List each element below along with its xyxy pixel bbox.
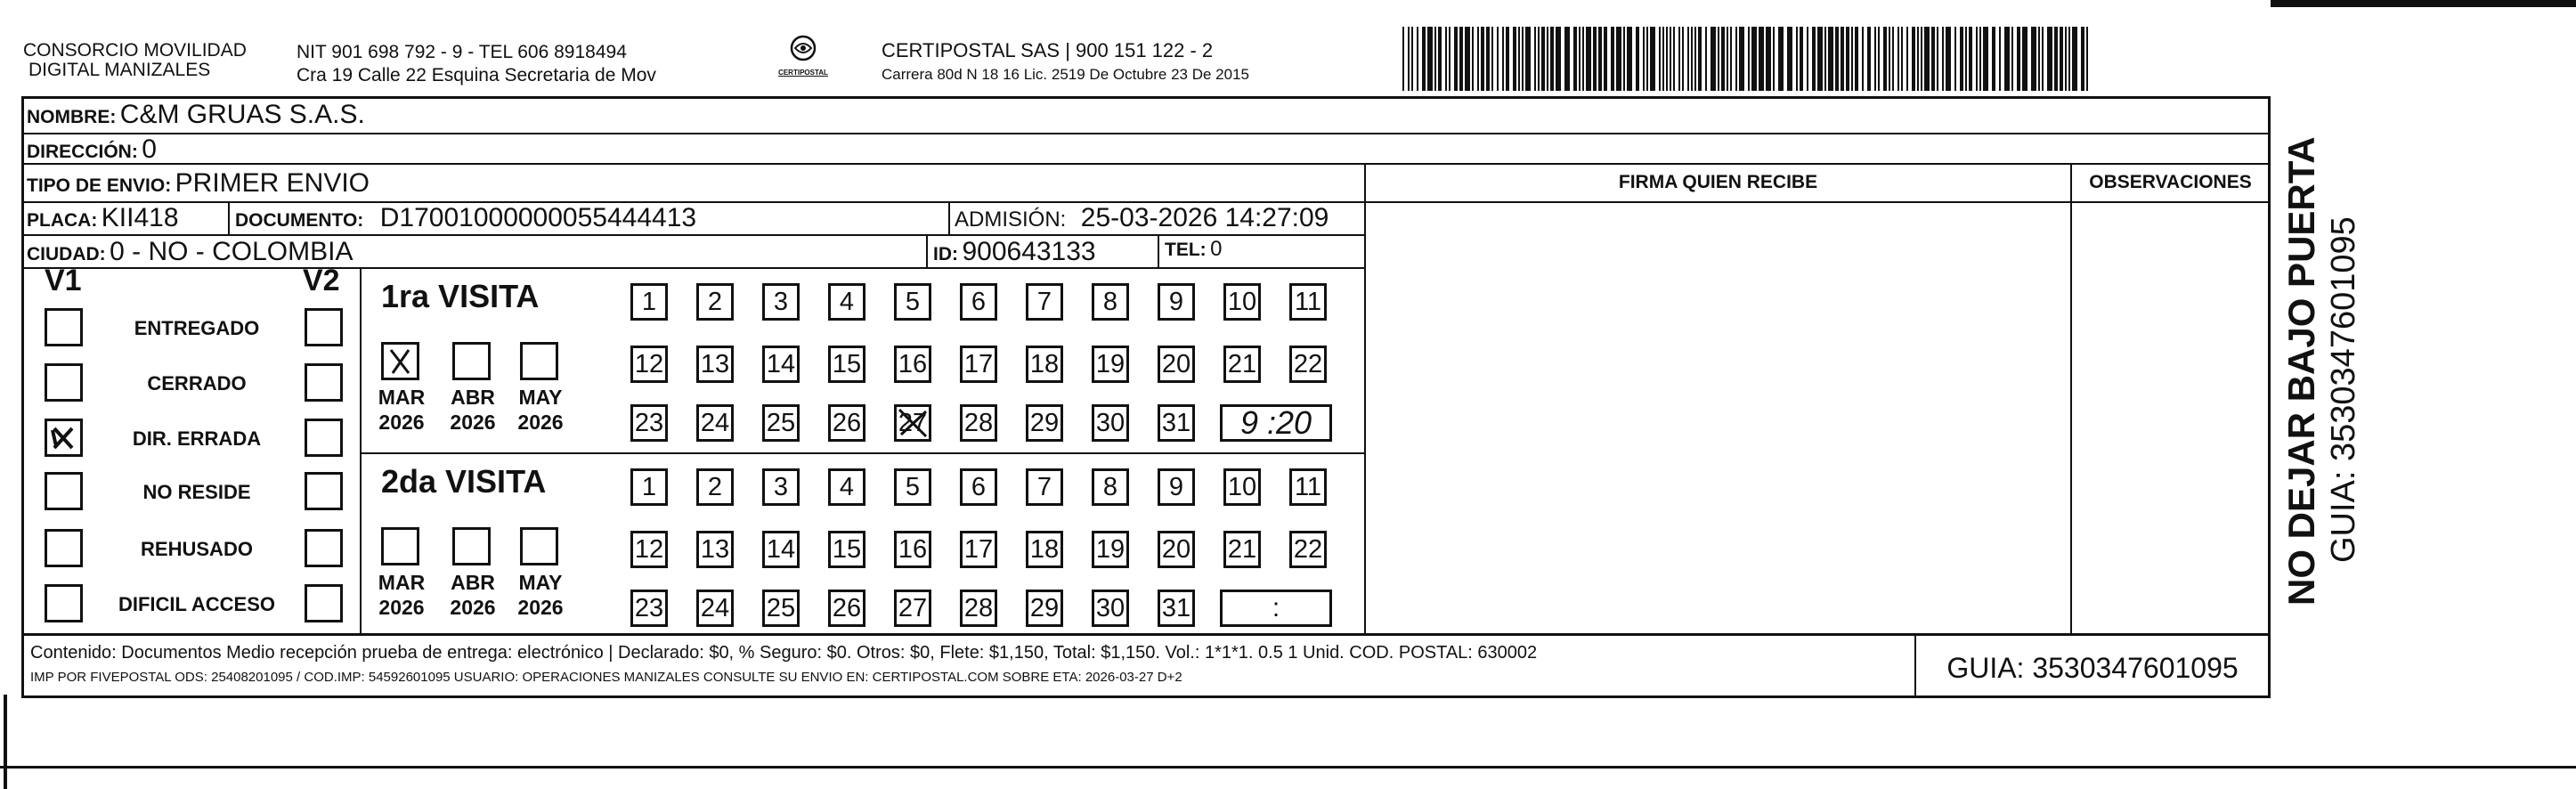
day-box[interactable] (894, 283, 931, 321)
day-box[interactable] (762, 468, 800, 506)
month-checkbox[interactable] (452, 342, 491, 380)
day-number: 11 (1294, 287, 1322, 316)
v1-checkbox[interactable] (45, 584, 83, 622)
month-year: 2026 (450, 596, 496, 619)
day-number: 9 (1168, 472, 1184, 501)
day-box[interactable] (894, 468, 931, 506)
day-number: 8 (1102, 472, 1118, 501)
day-box[interactable] (828, 468, 865, 506)
day-box[interactable] (630, 283, 668, 321)
day-box[interactable] (1158, 468, 1195, 506)
day-box[interactable] (762, 404, 800, 442)
day-box[interactable] (960, 531, 997, 568)
month-name: MAR (378, 571, 426, 594)
day-number: 28 (963, 593, 994, 622)
day-number: 7 (1036, 472, 1052, 501)
status-label: NO RESIDE (142, 481, 251, 503)
check-mark-icon (47, 421, 80, 454)
day-box[interactable] (1092, 531, 1129, 568)
v1-checkbox[interactable] (45, 419, 83, 457)
id-value: 900643133 (962, 237, 1096, 266)
day-number: 12 (634, 349, 664, 378)
nit-line-2: Cra 19 Calle 22 Esquina Secretaria de Mov (297, 65, 656, 85)
v1-checkbox[interactable] (45, 308, 83, 346)
side-guia: GUIA: 3530347601095 (2325, 216, 2362, 563)
day-box[interactable] (1092, 283, 1129, 321)
day-box[interactable] (1026, 468, 1063, 506)
day-box[interactable] (762, 531, 800, 568)
day-number: 13 (700, 534, 730, 564)
month-label (509, 570, 572, 620)
carrier-line-1: CERTIPOSTAL SAS | 900 151 122 - 2 (882, 39, 1214, 61)
time-field[interactable]: : (1220, 590, 1332, 627)
day-box[interactable] (630, 404, 668, 442)
day-box[interactable] (894, 590, 931, 627)
month-year: 2026 (378, 411, 425, 434)
direccion-label: DIRECCIÓN: (27, 142, 138, 162)
direccion-row (27, 134, 157, 165)
day-box[interactable] (1092, 346, 1129, 383)
day-number: 29 (1029, 408, 1060, 437)
day-box[interactable] (1026, 283, 1063, 321)
month-name: ABR (451, 386, 495, 409)
day-box[interactable] (696, 346, 734, 383)
day-box[interactable] (762, 590, 800, 627)
barcode (1402, 27, 2092, 91)
day-box[interactable] (630, 590, 668, 627)
day-number: 15 (832, 534, 862, 564)
tipo-envio-label: TIPO DE ENVIO: (27, 175, 172, 196)
placa-row (27, 203, 179, 233)
footer-content: Contenido: Documentos Medio recepción prueba de entrega: electrónico | Declarado: $0, % Seguro: $0. Otros: $0, Flete: $1,150, Total: $1,150. Vol.: 1*1*1. 0.5 1 Unid. COD. POSTAL: 630002 (30, 643, 1538, 663)
day-box[interactable] (1289, 346, 1327, 383)
day-box[interactable] (828, 346, 865, 383)
documento-row (235, 203, 696, 233)
v2-checkbox[interactable] (305, 419, 343, 457)
day-box[interactable] (960, 283, 997, 321)
observaciones-header: OBSERVACIONES (2089, 172, 2252, 192)
direccion-value: 0 (142, 134, 157, 164)
time-field[interactable]: 9 :20 (1220, 404, 1332, 442)
carrier-line-2: Carrera 80d N 18 16 Lic. 2519 De Octubre 23 De 2015 (882, 66, 1249, 83)
month-checkbox[interactable] (381, 527, 419, 565)
day-number: 1 (641, 472, 657, 501)
side-warning (2280, 107, 2364, 606)
logo-text: CERTIPOSTAL (778, 69, 828, 77)
day-number: 10 (1227, 287, 1257, 316)
day-box[interactable] (1289, 283, 1327, 321)
day-number: 30 (1095, 593, 1125, 622)
admision-label: ADMISIÓN: (955, 207, 1067, 232)
tipo-envio-row (27, 168, 370, 199)
nombre-label: NOMBRE: (27, 107, 117, 127)
day-number: 3 (773, 287, 789, 316)
day-number: 20 (1161, 534, 1191, 564)
month-name: ABR (451, 571, 495, 594)
company-nit (297, 41, 656, 87)
month-checkbox[interactable] (520, 342, 558, 380)
nombre-row (27, 100, 365, 130)
day-box[interactable] (696, 404, 734, 442)
month-label (442, 385, 504, 435)
day-number: 27 (898, 593, 928, 622)
day-number: 18 (1029, 349, 1060, 378)
documento-value: D17001000000055444413 (379, 203, 697, 232)
day-number: 22 (1293, 534, 1323, 564)
v2-checkbox[interactable] (305, 308, 343, 346)
month-year: 2026 (517, 411, 564, 434)
day-number: 14 (766, 534, 796, 564)
day-box[interactable] (1026, 590, 1063, 627)
day-box[interactable] (630, 468, 668, 506)
scan-line (0, 766, 2576, 769)
day-box[interactable] (1026, 346, 1063, 383)
month-year: 2026 (378, 596, 425, 619)
ciudad-row (27, 237, 353, 267)
day-number: 28 (963, 408, 994, 437)
day-box[interactable] (960, 346, 997, 383)
logo-icon (785, 34, 821, 66)
month-name: MAY (518, 571, 563, 594)
footer-print-info: IMP POR FIVEPOSTAL ODS: 25408201095 / COD.IMP: 54592601095 USUARIO: OPERACIONES MANIZALES CONSULTE SU ENVIO EN: CERTIPOSTAL.COM SOBRE ETA: 2026-03-27 D+2 (30, 670, 1182, 685)
admision-row (955, 203, 1329, 233)
day-box[interactable] (1289, 531, 1327, 568)
v2-checkbox[interactable] (305, 584, 343, 622)
day-number: 25 (766, 408, 796, 437)
status-label: ENTREGADO (134, 317, 260, 339)
day-box[interactable] (1289, 468, 1327, 506)
day-number: 11 (1294, 472, 1322, 501)
day-box[interactable] (1026, 531, 1063, 568)
carrier-info (882, 39, 1249, 84)
day-number: 16 (898, 349, 928, 378)
scan-left-edge (4, 695, 7, 789)
day-box[interactable] (828, 404, 865, 442)
day-number: 22 (1293, 349, 1323, 378)
day-number: 4 (839, 287, 855, 316)
v1-checkbox[interactable] (45, 363, 83, 402)
day-box[interactable] (1092, 468, 1129, 506)
day-number: 18 (1029, 534, 1060, 564)
tel-value: 0 (1210, 237, 1223, 261)
day-box[interactable] (960, 404, 997, 442)
day-number: 8 (1102, 287, 1118, 316)
month-label (370, 385, 433, 435)
day-box[interactable] (894, 346, 931, 383)
company-name (23, 41, 247, 80)
day-box[interactable] (1158, 590, 1195, 627)
day-box[interactable] (828, 590, 865, 627)
day-number: 21 (1227, 349, 1257, 378)
certipostal-logo (768, 34, 839, 89)
tel-label: TEL: (1165, 240, 1207, 260)
tipo-envio-value: PRIMER ENVIO (175, 168, 370, 198)
day-box[interactable] (1223, 531, 1261, 568)
v2-label: V2 (303, 264, 340, 297)
day-number: 27 (898, 408, 928, 437)
day-number: 31 (1161, 408, 1191, 437)
day-box[interactable] (894, 404, 931, 442)
day-box[interactable] (1158, 346, 1195, 383)
day-number: 15 (832, 349, 862, 378)
nombre-value: C&M GRUAS S.A.S. (119, 100, 365, 129)
day-box[interactable] (1223, 468, 1261, 506)
day-number: 7 (1036, 287, 1052, 316)
day-number: 19 (1095, 534, 1125, 564)
day-box[interactable] (1092, 590, 1129, 627)
day-number: 2 (707, 287, 723, 316)
day-box[interactable] (1092, 404, 1129, 442)
day-number: 31 (1161, 593, 1191, 622)
day-number: 6 (971, 287, 987, 316)
ciudad-label: CIUDAD: (27, 244, 106, 264)
visit-title: 2da VISITA (381, 463, 547, 500)
day-box[interactable] (1223, 346, 1261, 383)
admision-value: 25-03-2026 14:27:09 (1080, 203, 1329, 232)
day-number: 26 (832, 593, 862, 622)
day-box[interactable] (960, 468, 997, 506)
month-checkbox[interactable] (452, 527, 491, 565)
day-number: 30 (1095, 408, 1125, 437)
day-box[interactable] (696, 283, 734, 321)
month-name: MAR (378, 386, 426, 409)
day-mark-icon (894, 404, 931, 442)
company-line-2: DIGITAL MANIZALES (28, 60, 211, 80)
day-box[interactable] (1158, 283, 1195, 321)
ciudad-value: 0 - NO - COLOMBIA (110, 237, 353, 266)
day-number: 10 (1227, 472, 1257, 501)
month-year: 2026 (450, 411, 496, 434)
placa-label: PLACA: (27, 210, 98, 231)
footer-guia: GUIA: 3530347601095 (1946, 652, 2239, 684)
v1-label: V1 (45, 264, 82, 297)
day-number: 23 (634, 593, 664, 622)
month-checkbox[interactable] (381, 342, 419, 380)
day-number: 24 (700, 408, 730, 437)
scan-edge (2271, 0, 2576, 7)
day-number: 14 (766, 349, 796, 378)
id-row (933, 237, 1096, 267)
day-number: 25 (766, 593, 796, 622)
v2-checkbox[interactable] (305, 529, 343, 567)
check-mark-icon (384, 345, 417, 378)
day-box[interactable] (1223, 283, 1261, 321)
day-number: 5 (905, 287, 921, 316)
month-name: MAY (518, 386, 563, 409)
day-box[interactable] (828, 531, 865, 568)
month-checkbox[interactable] (520, 527, 558, 565)
month-label (442, 570, 504, 620)
tel-row (1165, 237, 1222, 262)
status-label: DIR. ERRADA (132, 427, 262, 450)
day-box[interactable] (762, 283, 800, 321)
day-number: 3 (773, 472, 789, 501)
day-number: 16 (898, 534, 928, 564)
id-label: ID: (933, 244, 958, 264)
day-number: 26 (832, 408, 862, 437)
month-year: 2026 (517, 596, 564, 619)
company-line-1: CONSORCIO MOVILIDAD (23, 40, 247, 61)
visit-title: 1ra VISITA (381, 278, 540, 314)
firma-header: FIRMA QUIEN RECIBE (1618, 172, 1818, 192)
day-box[interactable] (1158, 531, 1195, 568)
day-box[interactable] (630, 531, 668, 568)
day-number: 1 (641, 287, 657, 316)
day-number: 24 (700, 593, 730, 622)
day-number: 29 (1029, 593, 1060, 622)
v1-checkbox[interactable] (45, 529, 83, 567)
day-box[interactable] (696, 590, 734, 627)
day-box[interactable] (960, 590, 997, 627)
day-box[interactable] (828, 283, 865, 321)
day-box[interactable] (1026, 404, 1063, 442)
no-dejar-bajo-puerta: NO DEJAR BAJO PUERTA (2280, 136, 2322, 606)
day-number: 17 (963, 534, 994, 564)
v1-checkbox[interactable] (45, 472, 83, 510)
day-box[interactable] (894, 531, 931, 568)
day-box[interactable] (630, 346, 668, 383)
placa-value: KII418 (101, 203, 179, 232)
day-number: 13 (700, 349, 730, 378)
status-label: DIFICIL ACCESO (118, 593, 275, 615)
day-number: 4 (839, 472, 855, 501)
v2-checkbox[interactable] (305, 472, 343, 510)
day-number: 19 (1095, 349, 1125, 378)
day-box[interactable] (696, 531, 734, 568)
day-box[interactable] (696, 468, 734, 506)
status-label: CERRADO (147, 372, 247, 394)
day-number: 2 (707, 472, 723, 501)
status-label: REHUSADO (141, 538, 253, 560)
v2-checkbox[interactable] (305, 363, 343, 402)
day-box[interactable] (1158, 404, 1195, 442)
day-box[interactable] (762, 346, 800, 383)
day-number: 12 (634, 534, 664, 564)
day-number: 20 (1161, 349, 1191, 378)
day-number: 21 (1227, 534, 1257, 564)
day-number: 17 (963, 349, 994, 378)
nit-line-1: NIT 901 698 792 - 9 - TEL 606 8918494 (297, 42, 627, 62)
month-label (370, 570, 433, 620)
day-number: 6 (971, 472, 987, 501)
day-number: 5 (905, 472, 921, 501)
day-number: 23 (634, 408, 664, 437)
day-number: 9 (1168, 287, 1184, 316)
month-label (509, 385, 572, 435)
documento-label: DOCUMENTO: (235, 210, 364, 231)
